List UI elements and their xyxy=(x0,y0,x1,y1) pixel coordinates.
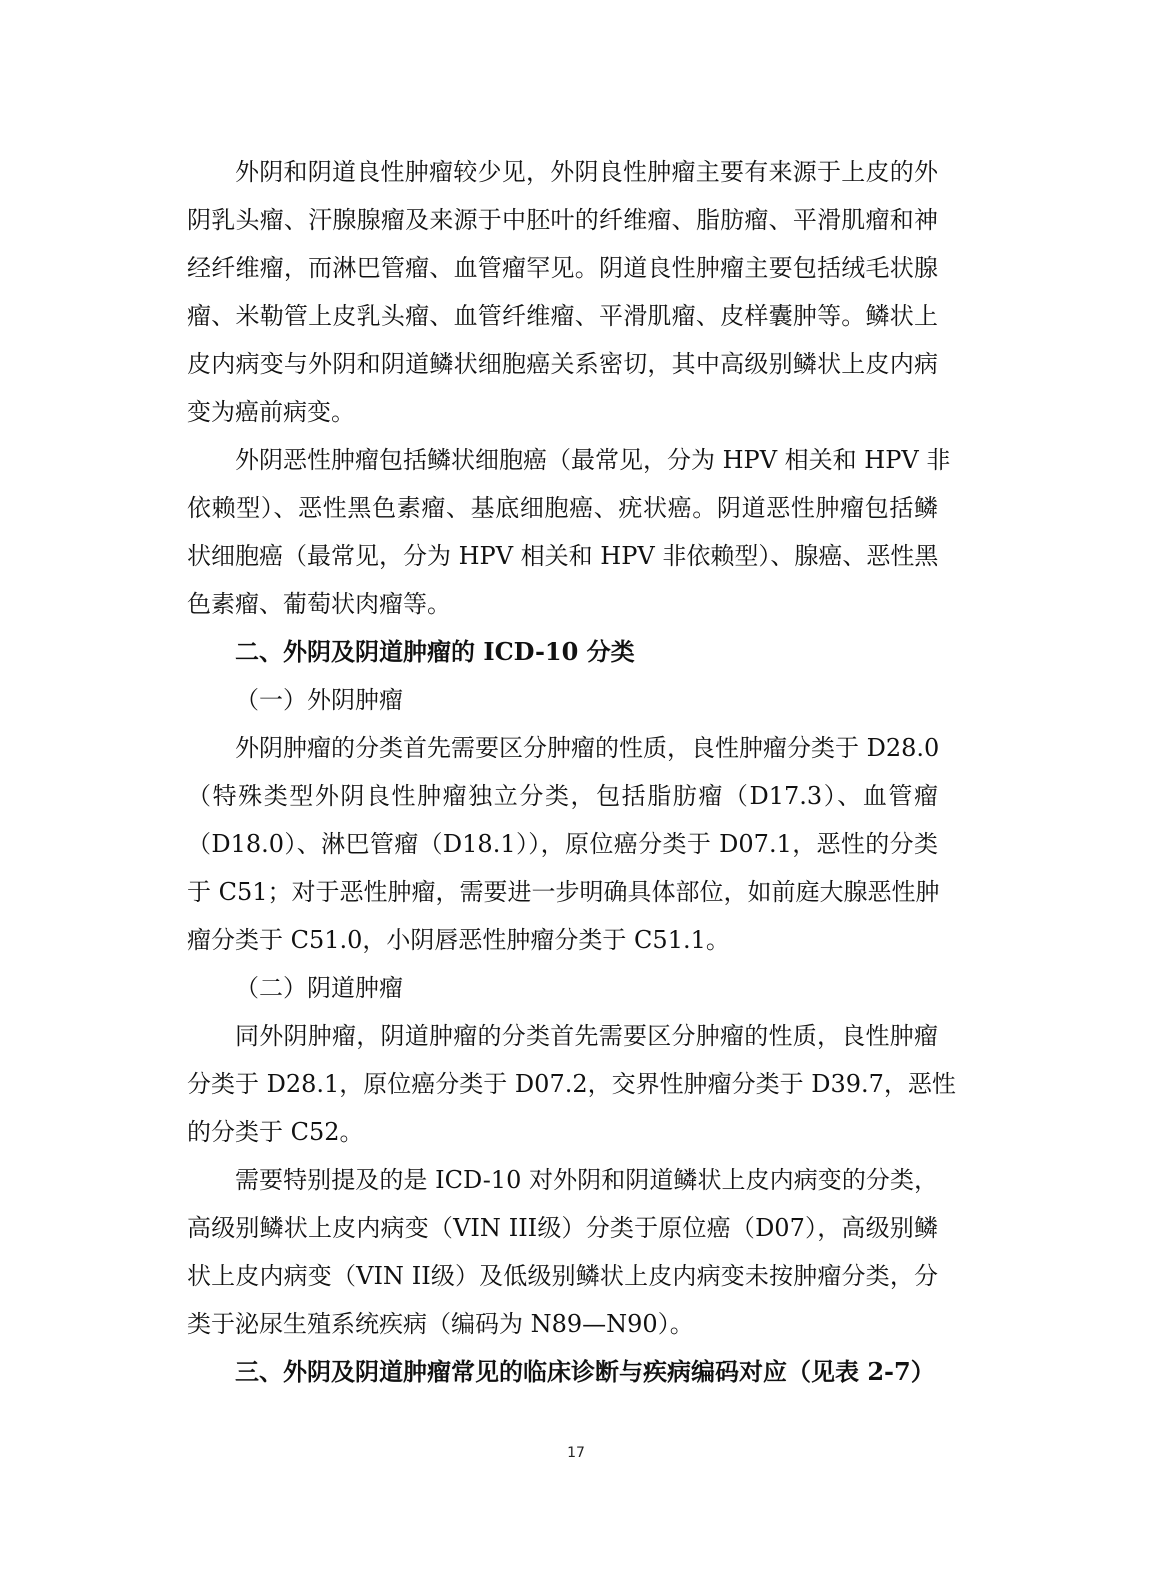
text-line: 分类于 D28.1，原位癌分类于 D07.2，交界性肿瘤分类于 D39.7，恶性 xyxy=(187,1070,956,1098)
paragraph xyxy=(187,724,938,964)
text-line: 瘤分类于 C51.0，小阴唇恶性肿瘤分类于 C51.1。 xyxy=(187,926,730,954)
text-line: 状细胞癌（最常见，分为 HPV 相关和 HPV 非依赖型）、腺癌、恶性黑 xyxy=(187,542,939,570)
text-line: 外阴肿瘤的分类首先需要区分肿瘤的性质，良性肿瘤分类于 D28.0 xyxy=(235,734,940,762)
paragraph xyxy=(187,1156,938,1348)
text-line: 色素瘤、葡萄状肉瘤等。 xyxy=(187,590,451,618)
subsection-heading: （一）外阴肿瘤 xyxy=(235,686,403,714)
page-number: 17 xyxy=(567,1445,585,1461)
text-line: 外阴和阴道良性肿瘤较少见，外阴良性肿瘤主要有来源于上皮的外 xyxy=(235,158,938,186)
text-line: 类于泌尿生殖系统疾病（编码为 N89—N90）。 xyxy=(187,1310,694,1338)
paragraph xyxy=(187,436,951,628)
section-heading: 三、外阴及阴道肿瘤常见的临床诊断与疾病编码对应（见表 2-7） xyxy=(235,1357,935,1386)
text-line: 高级别鳞状上皮内病变（VIN III级）分类于原位癌（D07），高级别鳞 xyxy=(187,1214,938,1242)
text-line: 变为癌前病变。 xyxy=(187,398,355,426)
page-body xyxy=(187,148,956,1396)
paragraph xyxy=(187,1012,956,1156)
text-line: 外阴恶性肿瘤包括鳞状细胞癌（最常见，分为 HPV 相关和 HPV 非 xyxy=(235,446,951,474)
section-heading: 二、外阴及阴道肿瘤的 ICD-10 分类 xyxy=(235,637,635,666)
text-line: 依赖型）、恶性黑色素瘤、基底细胞癌、疣状癌。阴道恶性肿瘤包括鳞 xyxy=(187,494,938,522)
text-line: 状上皮内病变（VIN II级）及低级别鳞状上皮内病变未按肿瘤分类，分 xyxy=(187,1262,938,1290)
text-line: 的分类于 C52。 xyxy=(187,1118,364,1146)
text-line: 需要特别提及的是 ICD-10 对外阴和阴道鳞状上皮内病变的分类， xyxy=(235,1166,938,1194)
text-line: 同外阴肿瘤，阴道肿瘤的分类首先需要区分肿瘤的性质，良性肿瘤 xyxy=(235,1022,938,1050)
text-line: 经纤维瘤，而淋巴管瘤、血管瘤罕见。阴道良性肿瘤主要包括绒毛状腺 xyxy=(187,254,938,282)
text-line: （D18.0）、淋巴管瘤（D18.1）），原位癌分类于 D07.1，恶性的分类 xyxy=(187,830,938,858)
subsection-heading: （二）阴道肿瘤 xyxy=(235,974,403,1002)
paragraph xyxy=(187,148,938,436)
text-line: 于 C51；对于恶性肿瘤，需要进一步明确具体部位，如前庭大腺恶性肿 xyxy=(187,878,940,906)
text-line: 瘤、米勒管上皮乳头瘤、血管纤维瘤、平滑肌瘤、皮样囊肿等。鳞状上 xyxy=(187,302,938,330)
text-line: （特殊类型外阴良性肿瘤独立分类，包括脂肪瘤（D17.3）、血管瘤 xyxy=(187,782,938,810)
text-line: 阴乳头瘤、汗腺腺瘤及来源于中胚叶的纤维瘤、脂肪瘤、平滑肌瘤和神 xyxy=(187,206,938,234)
text-line: 皮内病变与外阴和阴道鳞状细胞癌关系密切，其中高级别鳞状上皮内病 xyxy=(187,350,938,378)
